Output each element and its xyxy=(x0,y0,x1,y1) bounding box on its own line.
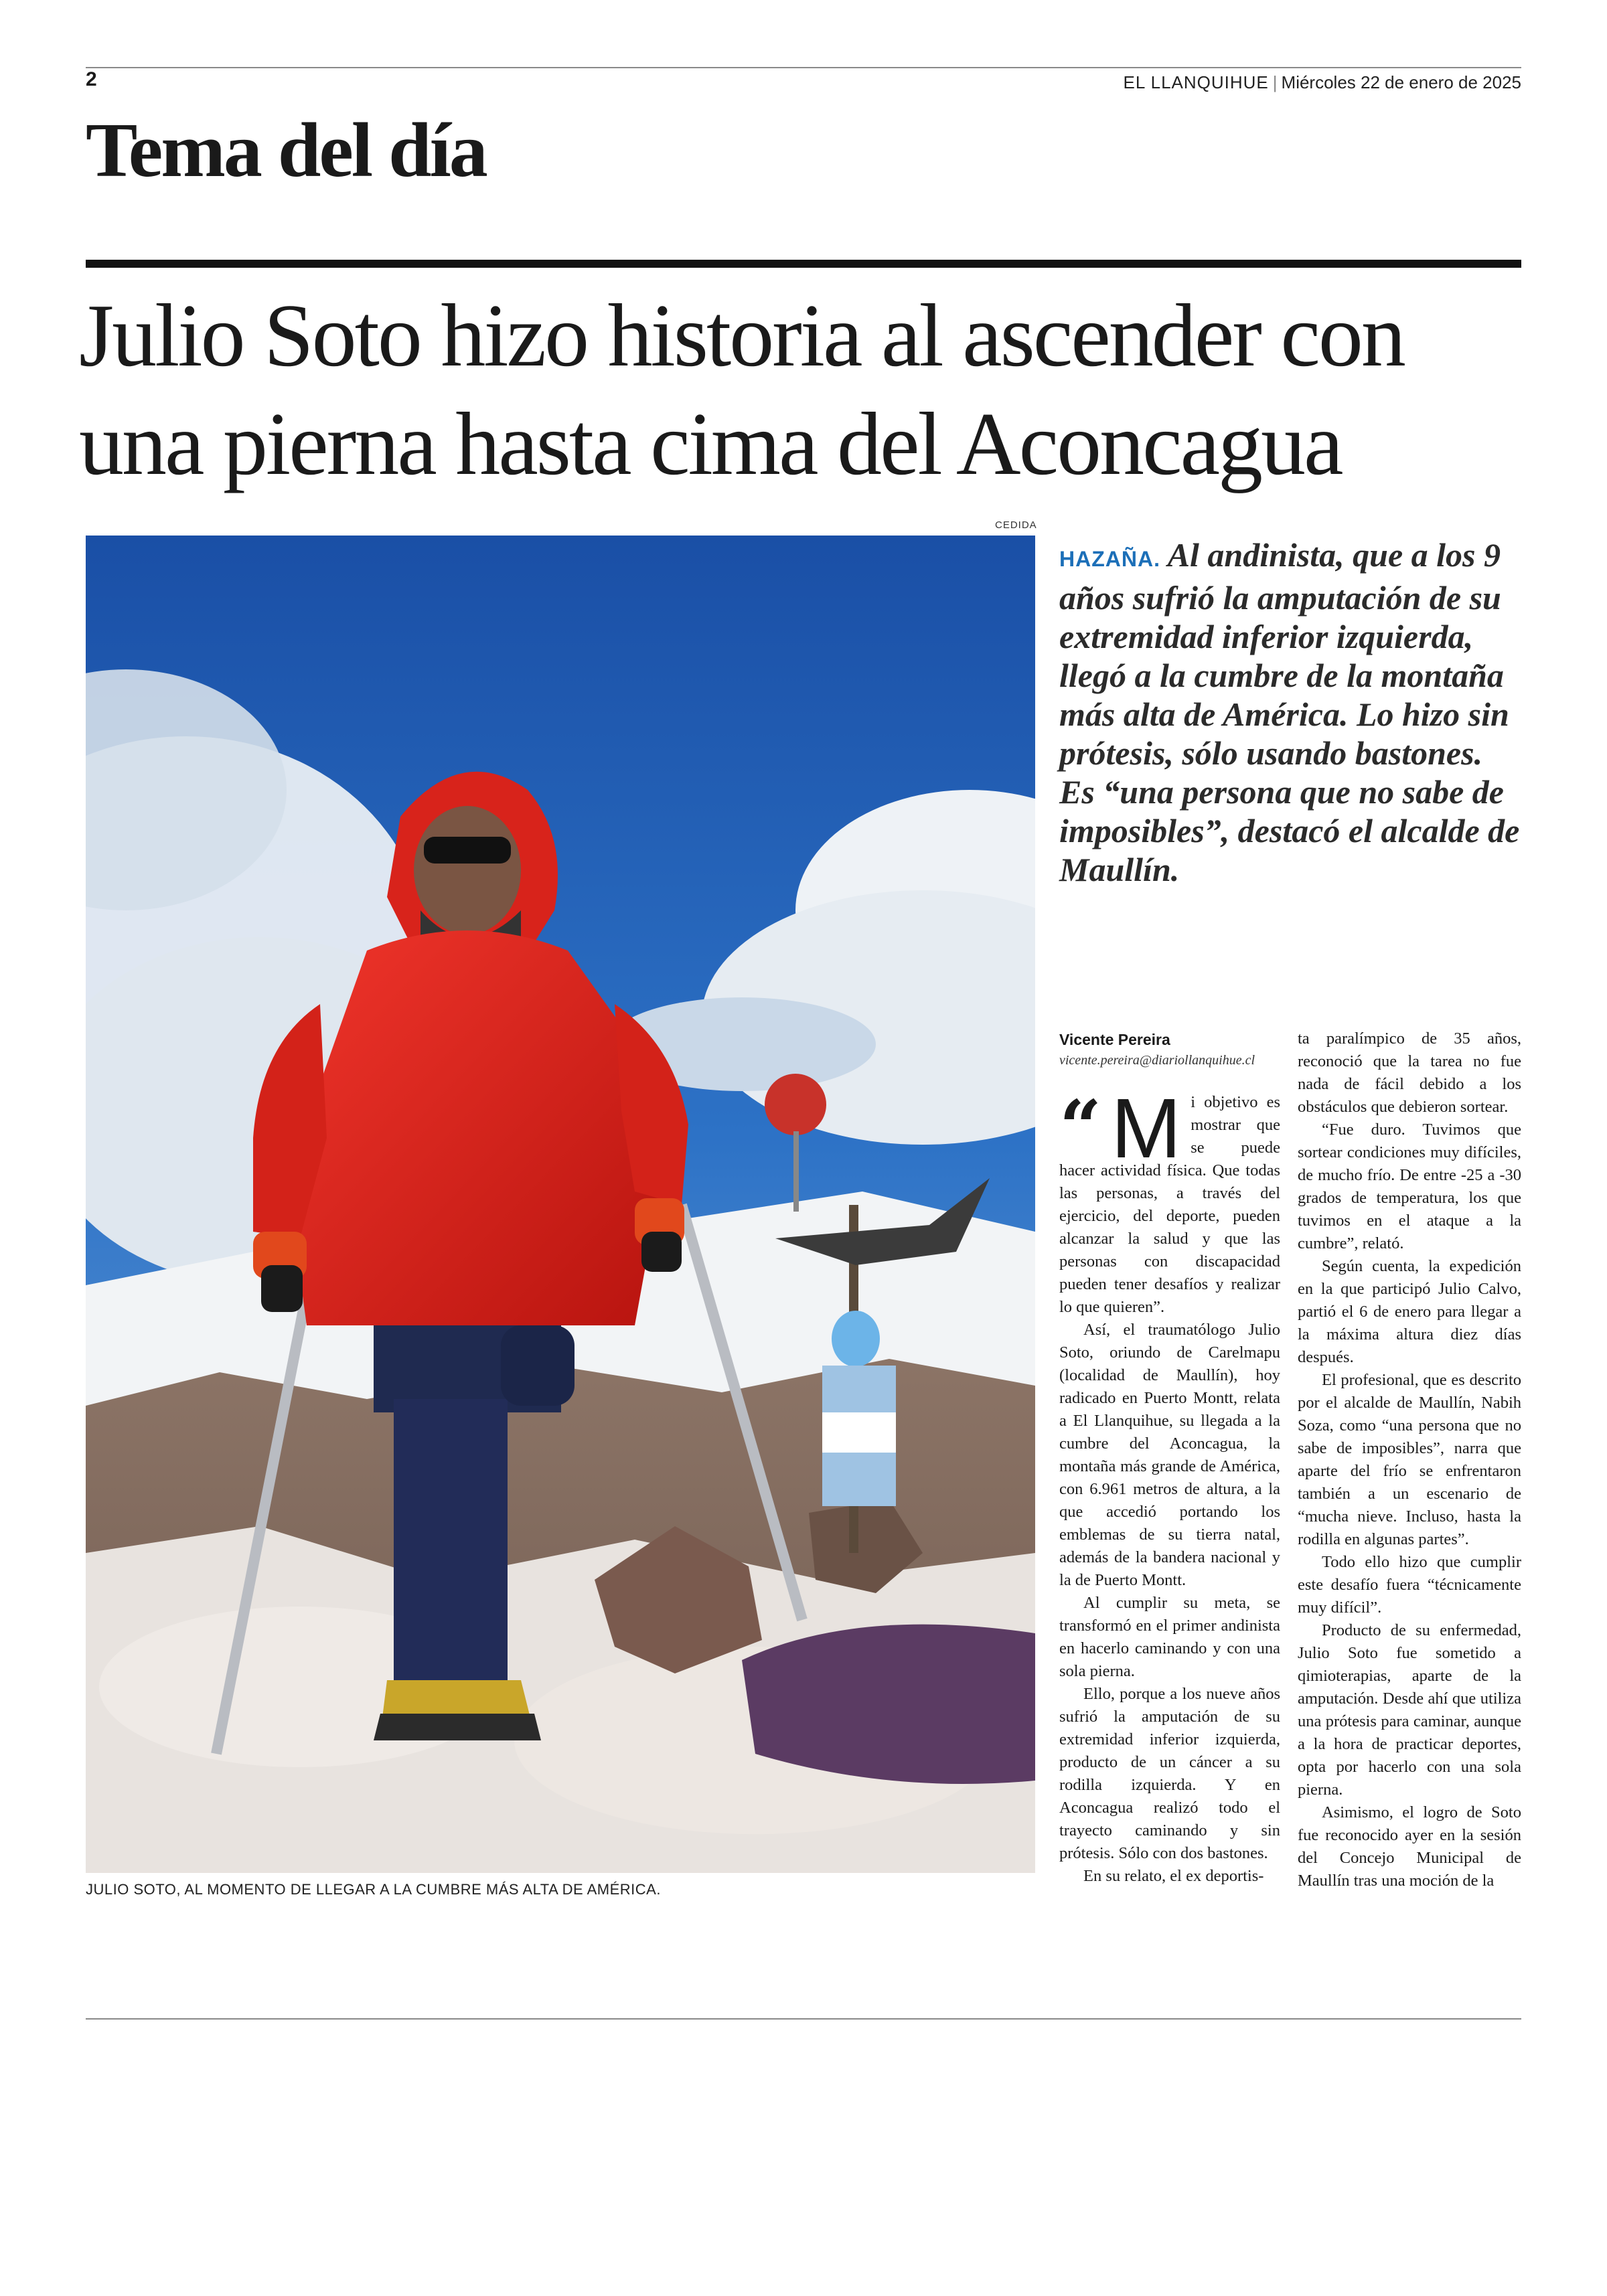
photo-caption: JULIO SOTO, AL MOMENTO DE LLEGAR A LA CUMBRE MÁS ALTA DE AMÉRICA. xyxy=(86,1881,661,1898)
paragraph: Todo ello hizo que cumplir este desafío fuera “técnicamente muy difícil”. xyxy=(1298,1553,1521,1617)
masthead xyxy=(1124,72,1521,93)
top-rule xyxy=(86,67,1521,68)
article-photo xyxy=(86,536,1035,1873)
headline: Julio Soto hizo historia al ascender con una pierna hasta cima del Aconcagua xyxy=(79,286,1404,493)
photo-credit: CEDIDA xyxy=(995,519,1037,531)
byline xyxy=(1059,1031,1274,1068)
publication-name: EL LLANQUIHUE xyxy=(1123,72,1269,92)
lede-tag: HAZAÑA. xyxy=(1059,547,1160,571)
paragraph: Según cuenta, la expedición en la que participó Julio Calvo, partió el 6 de enero para llegar a la máxima altura diez días después. xyxy=(1298,1257,1521,1366)
page-number: 2 xyxy=(86,68,97,90)
article-column-1 xyxy=(1059,1091,1280,1908)
paragraph: Asimismo, el logro de Soto fue reconocido ayer en la sesión del Concejo Municipal de Maullín tras una moción de la xyxy=(1298,1803,1521,1890)
paragraph xyxy=(1059,1091,1280,1319)
section-title: Tema del día xyxy=(86,108,486,193)
publication-date: Miércoles 22 de enero de 2025 xyxy=(1281,72,1521,92)
paragraph: En su relato, el ex deportis- xyxy=(1083,1867,1264,1885)
bottom-rule xyxy=(86,2018,1521,2020)
article-column-2 xyxy=(1298,1028,1521,1908)
paragraph: “Fue duro. Tuvimos que sortear condiciones muy difíciles, de mucho frío. De entre -25 a -30 grados de temperatura, los que tuvimos en el ataque a la cumbre”, relató. xyxy=(1298,1121,1521,1252)
lede-text: Al andinista, que a los 9 años sufrió la amputación de su extremidad inferior izquierda, llegó a la cumbre de la montaña más alta de América. Lo hizo sin prótesis, sólo usando bastones. Es “una persona que no sabe de imposibles”, destacó el alcalde de Maullín. xyxy=(1059,536,1520,888)
author-name: Vicente Pereira xyxy=(1059,1031,1170,1048)
quote-mark: “ xyxy=(1059,1091,1102,1170)
paragraph: El profesional, que es descrito por el alcalde de Maullín, Nabih Soza, como “una persona que no sabe de imposibles”, narra que aparte del frío se enfrentaron también a un escenario de “mucha nieve. Incluso, hasta la rodilla en algunas partes”. xyxy=(1298,1371,1521,1548)
paragraph: Al cumplir su meta, se transformó en el primer andinista en hacerlo caminando y con una sola pierna. xyxy=(1059,1594,1280,1680)
paragraph: Producto de su enfermedad, Julio Soto fue sometido a qimioterapias, aparte de la amputación. Desde ahí que utiliza una prótesis para caminar, aunque a la hora de practicar deportes, opta por hacerlo con una sola pierna. xyxy=(1298,1621,1521,1799)
lede xyxy=(1059,536,1521,889)
headline-rule xyxy=(86,260,1521,268)
masthead-separator: | xyxy=(1272,72,1278,92)
paragraph: Ello, porque a los nueve años sufrió la amputación de su extremidad inferior izquierda, producto de un cáncer a su rodilla izquierda. Y en Aconcagua realizó todo el trayecto caminando y sin prótesis. Sólo con dos bastones. xyxy=(1059,1685,1280,1862)
drop-cap: M xyxy=(1111,1091,1182,1175)
author-email: vicente.pereira@diariollanquihue.cl xyxy=(1059,1053,1255,1068)
paragraph: ta paralímpico de 35 años, reconoció que la tarea no fue nada de fácil debido a los obstáculos que debieron sortear. xyxy=(1298,1030,1521,1116)
paragraph: Así, el traumatólogo Julio Soto, oriundo de Carelmapu (localidad de Maullín), hoy radicado en Puerto Montt, relata a El Llanquihue, su llegada a la cumbre del Aconcagua, la montaña más grande de América, con 6.961 metros de altura, a la que accedió portando los emblemas de su tierra natal, además de la bandera nacional y la de Puerto Montt. xyxy=(1059,1321,1280,1589)
paragraph-text: i objetivo es mostrar que se puede hacer actividad física. Que todas las personas, a través del ejercicio, del deporte, pueden alcanzar la salud y que las personas con discapacidad pueden tener desafíos y realizar lo que quieren”. xyxy=(1059,1093,1280,1316)
